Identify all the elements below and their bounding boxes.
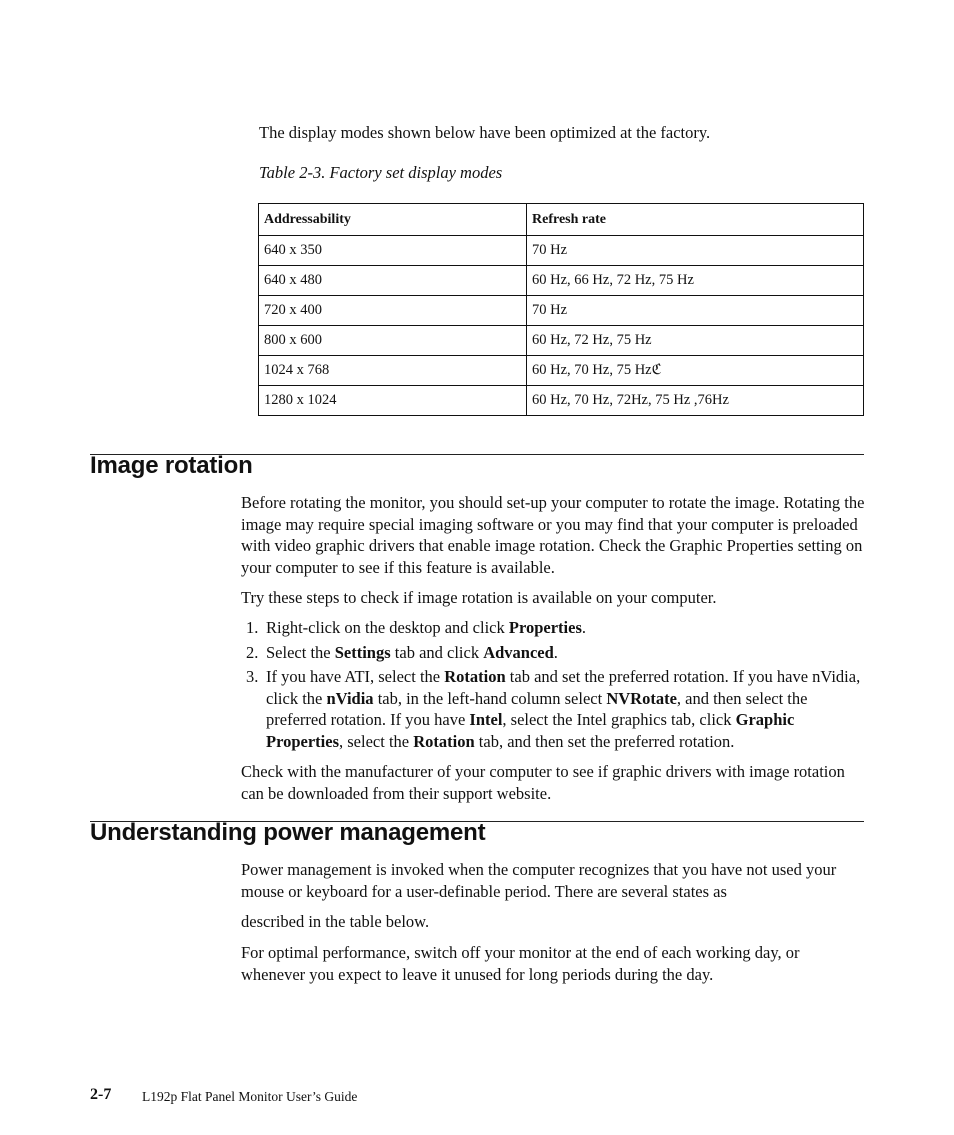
table-row <box>259 326 864 356</box>
cell-refresh-rate: 60 Hz, 66 Hz, 72 Hz, 75 Hz <box>527 266 864 296</box>
step-keyword: Advanced <box>483 642 554 662</box>
cell-addressability: 640 x 480 <box>259 266 527 296</box>
header-addressability: Addressability <box>259 204 527 236</box>
step-text: , select the Intel graphics tab, click <box>502 710 736 729</box>
step-number: 3. <box>246 667 259 686</box>
list-item <box>241 642 865 664</box>
table-header-row <box>259 204 864 236</box>
step-keyword: Properties <box>508 618 582 637</box>
step-keyword: Intel <box>469 710 503 729</box>
step-keyword: Rotation <box>413 731 475 751</box>
heading-image-rotation: Image rotation <box>90 452 253 479</box>
cell-refresh-rate: 70 Hz <box>527 296 864 326</box>
step-text: Right-click on the desktop and click <box>266 618 509 637</box>
table-row <box>259 356 864 386</box>
step-text: , select the <box>339 731 414 751</box>
footer-title: L192p Flat Panel Monitor User’s Guide <box>142 1089 358 1104</box>
cell-refresh-rate: 60 Hz, 70 Hz, 75 Hzℭ <box>527 356 864 386</box>
step-text: tab and click <box>390 642 484 662</box>
step-number: 2. <box>246 642 259 662</box>
cell-refresh-rate: 70 Hz <box>527 236 864 266</box>
cell-addressability: 800 x 600 <box>259 326 527 356</box>
display-modes-table <box>258 203 864 416</box>
step-text: Select the <box>266 642 335 662</box>
list-item <box>241 666 865 752</box>
step-text: tab, in the left-hand column select <box>373 688 607 708</box>
image-rotation-para-1: Before rotating the monitor, you should set-up your computer to rotate the image. Rotating the image may require special imaging software or you may find that your computer is preloaded with video graphic drivers that enable image rotation. Check the Graphic Properties setting on your computer to see if this feature is available. <box>241 493 865 577</box>
step-text: tab, and then set the preferred rotation. <box>474 731 735 751</box>
table-row <box>259 296 864 326</box>
intro-text: The display modes shown below have been optimized at the factory. <box>259 123 711 142</box>
page-number: 2-7 <box>90 1086 112 1103</box>
step-text: . <box>553 642 558 662</box>
cell-addressability: 640 x 350 <box>259 236 527 266</box>
image-rotation-para-2: Try these steps to check if image rotation is available on your computer. <box>241 588 717 607</box>
heading-power-management: Understanding power management <box>90 819 486 846</box>
step-keyword: Rotation <box>444 667 506 686</box>
step-text: . <box>581 618 586 637</box>
cell-addressability: 1280 x 1024 <box>259 386 527 416</box>
power-para-1: Power management is invoked when the computer recognizes that you have not used your mouse or keyboard for a user-definable period. There are several states as <box>241 860 837 901</box>
cell-addressability: 720 x 400 <box>259 296 527 326</box>
table-caption: Table 2-3. Factory set display modes <box>259 163 503 182</box>
cell-addressability: 1024 x 768 <box>259 356 527 386</box>
header-refresh-rate: Refresh rate <box>527 204 864 236</box>
power-para-3: For optimal performance, switch off your monitor at the end of each working day, or whenever you expect to leave it unused for long periods during the day. <box>241 943 800 984</box>
step-keyword: Settings <box>334 642 391 662</box>
step-keyword: Graphic Properties <box>266 710 795 751</box>
step-keyword: NVRotate <box>606 688 677 708</box>
step-text: , and then select the preferred rotation. If you have <box>266 688 808 729</box>
table-row <box>259 236 864 266</box>
step-text: If you have ATI, select the <box>266 667 445 686</box>
rotation-steps-list <box>241 617 865 755</box>
step-text: tab and set the preferred rotation. If you have nVidia, click the <box>266 667 861 708</box>
list-item <box>241 617 865 639</box>
cell-refresh-rate: 60 Hz, 72 Hz, 75 Hz <box>527 326 864 356</box>
power-para-2: described in the table below. <box>241 912 430 931</box>
step-keyword: nVidia <box>326 688 374 708</box>
table-row <box>259 266 864 296</box>
cell-refresh-rate: 60 Hz, 70 Hz, 72Hz, 75 Hz ,76Hz <box>527 386 864 416</box>
step-number: 1. <box>246 618 259 637</box>
image-rotation-para-3: Check with the manufacturer of your computer to see if graphic drivers with image rotation can be downloaded from their support website. <box>241 762 845 803</box>
table-row <box>259 386 864 416</box>
